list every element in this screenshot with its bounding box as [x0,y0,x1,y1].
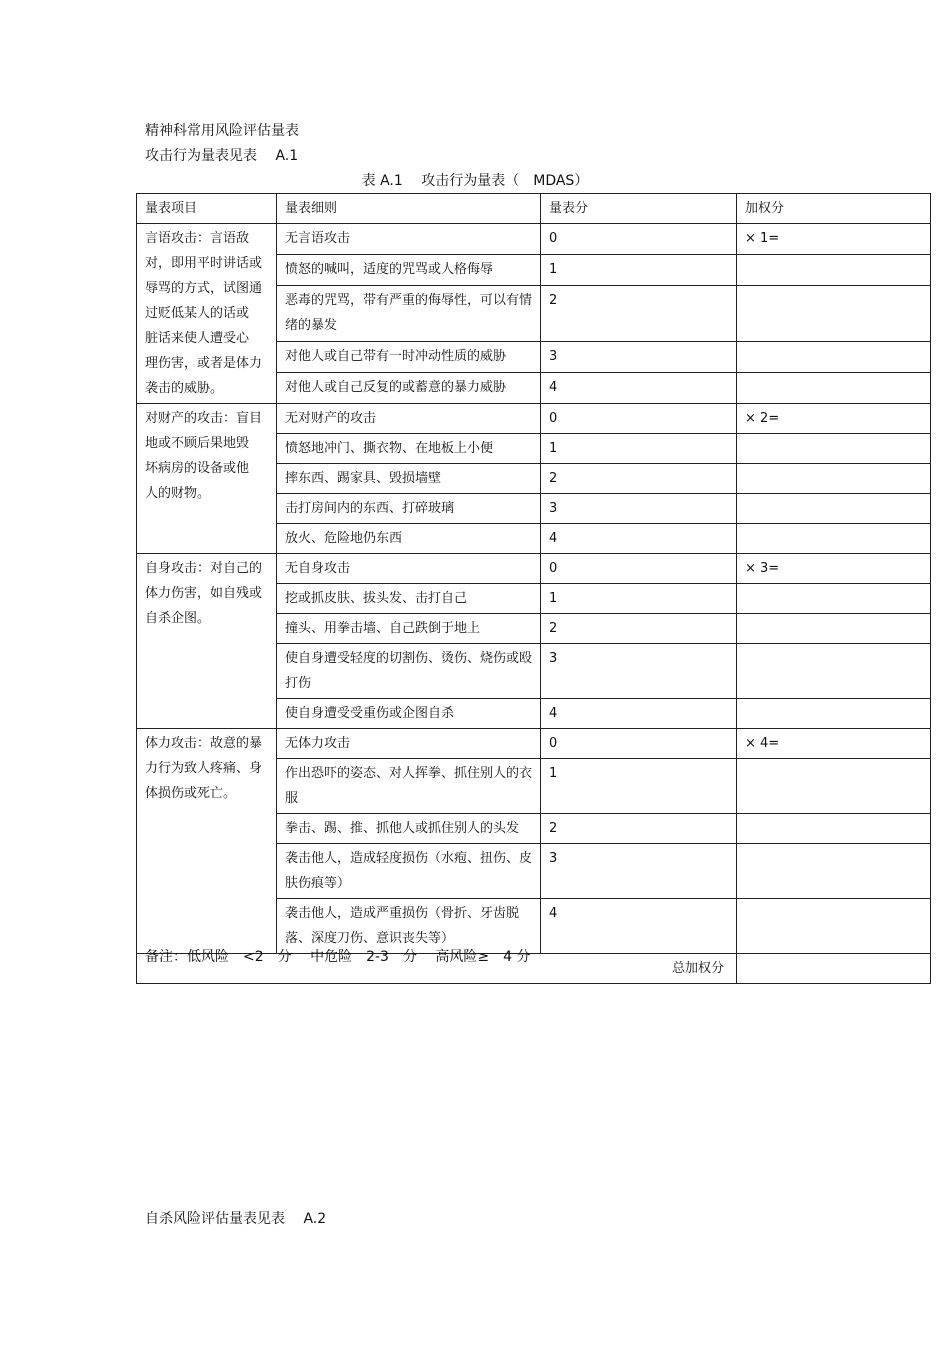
score-cell: 0 [541,554,737,584]
detail-cell: 愤怒的喊叫，适度的咒骂或人格侮辱 [277,254,541,285]
weight-cell: × 4= [737,729,931,759]
score-cell: 2 [541,814,737,844]
item-description: 自身攻击：对自己的 体力伤害，如自残或 自杀企图。 [137,554,277,729]
document-title: 精神科常用风险评估量表 [145,123,299,139]
table-reference: 攻击行为量表见表 A.1 [145,148,299,164]
detail-cell: 无自身攻击 [277,554,541,584]
score-cell: 4 [541,699,737,729]
weight-cell-empty [737,614,931,644]
score-cell: 0 [541,729,737,759]
table-caption: 表 A.1 攻击行为量表（ MDAS） [361,173,589,189]
weight-cell-empty [737,899,931,954]
header-item: 量表项目 [137,194,277,224]
score-cell: 4 [541,524,737,554]
score-cell: 1 [541,584,737,614]
score-cell: 4 [541,373,737,404]
score-cell: 0 [541,404,737,434]
score-cell: 2 [541,464,737,494]
weight-cell: × 2= [737,404,931,434]
detail-cell: 击打房间内的东西、打碎玻璃 [277,494,541,524]
score-cell: 1 [541,254,737,285]
item-description: 言语攻击：言语敌 对，即用平时讲话或 辱骂的方式，试图通 过贬低某人的话或 脏话来使人遭受心 理伤害，或者是体力 袭击的威胁。 [137,224,277,404]
detail-cell: 无体力攻击 [277,729,541,759]
detail-cell: 放火、危险地仍东西 [277,524,541,554]
table-row [137,404,931,434]
weight-cell-empty [737,494,931,524]
item-description: 对财产的攻击：盲目 地或不顾后果地毁 坏病房的设备或他 人的财物。 [137,404,277,554]
detail-cell: 无对财产的攻击 [277,404,541,434]
weight-cell: × 3= [737,554,931,584]
total-label: 总加权分 [137,954,737,984]
weight-cell-empty [737,373,931,404]
item-description: 体力攻击：故意的暴 力行为致人疼痛、身 体损伤或死亡。 [137,729,277,954]
detail-cell: 使自身遭受轻度的切割伤、烫伤、烧伤或殴打伤 [277,644,541,699]
score-cell: 1 [541,434,737,464]
detail-cell: 愤怒地冲门、撕衣物、在地板上小便 [277,434,541,464]
score-cell: 3 [541,844,737,899]
weight-cell-empty [737,814,931,844]
detail-cell: 对他人或自己带有一时冲动性质的威胁 [277,342,541,373]
weight-cell-empty [737,844,931,899]
table-row [137,224,931,255]
header-row [137,194,931,224]
header-detail: 量表细则 [277,194,541,224]
score-cell: 3 [541,644,737,699]
score-cell: 2 [541,285,737,342]
weight-cell-empty [737,285,931,342]
weight-cell-empty [737,434,931,464]
weight-cell-empty [737,524,931,554]
detail-cell: 恶毒的咒骂，带有严重的侮辱性，可以有情绪的暴发 [277,285,541,342]
score-cell: 3 [541,494,737,524]
total-value [737,954,931,984]
detail-cell: 作出恐吓的姿态、对人挥拳、抓住别人的衣服 [277,759,541,814]
weight-cell-empty [737,464,931,494]
weight-cell: × 1= [737,224,931,255]
score-cell: 1 [541,759,737,814]
detail-cell: 使自身遭受受重伤或企图自杀 [277,699,541,729]
detail-cell: 袭击他人，造成轻度损伤（水疱、扭伤、皮肤伤痕等） [277,844,541,899]
header-weight: 加权分 [737,194,931,224]
detail-cell: 撞头、用拳击墙、自己跌倒于地上 [277,614,541,644]
risk-note: 备注：低风险 <2 分 中危险 2-3 分 高风险≥ 4 分 [145,949,531,965]
weight-cell-empty [737,644,931,699]
score-cell: 3 [541,342,737,373]
score-cell: 2 [541,614,737,644]
next-table-reference: 自杀风险评估量表见表 A.2 [145,1211,327,1227]
mdas-table [136,193,931,984]
weight-cell-empty [737,699,931,729]
detail-cell: 袭击他人，造成严重损伤（骨折、牙齿脱落、深度刀伤、意识丧失等） [277,899,541,954]
weight-cell-empty [737,584,931,614]
detail-cell: 对他人或自己反复的或蓄意的暴力威胁 [277,373,541,404]
detail-cell: 摔东西、踢家具、毁损墙壁 [277,464,541,494]
table-row [137,729,931,759]
weight-cell-empty [737,254,931,285]
detail-cell: 无言语攻击 [277,224,541,255]
weight-cell-empty [737,759,931,814]
weight-cell-empty [737,342,931,373]
header-score: 量表分 [541,194,737,224]
table-row [137,554,931,584]
detail-cell: 拳击、踢、推、抓他人或抓住别人的头发 [277,814,541,844]
score-cell: 4 [541,899,737,954]
score-cell: 0 [541,224,737,255]
detail-cell: 挖或抓皮肤、拔头发、击打自己 [277,584,541,614]
